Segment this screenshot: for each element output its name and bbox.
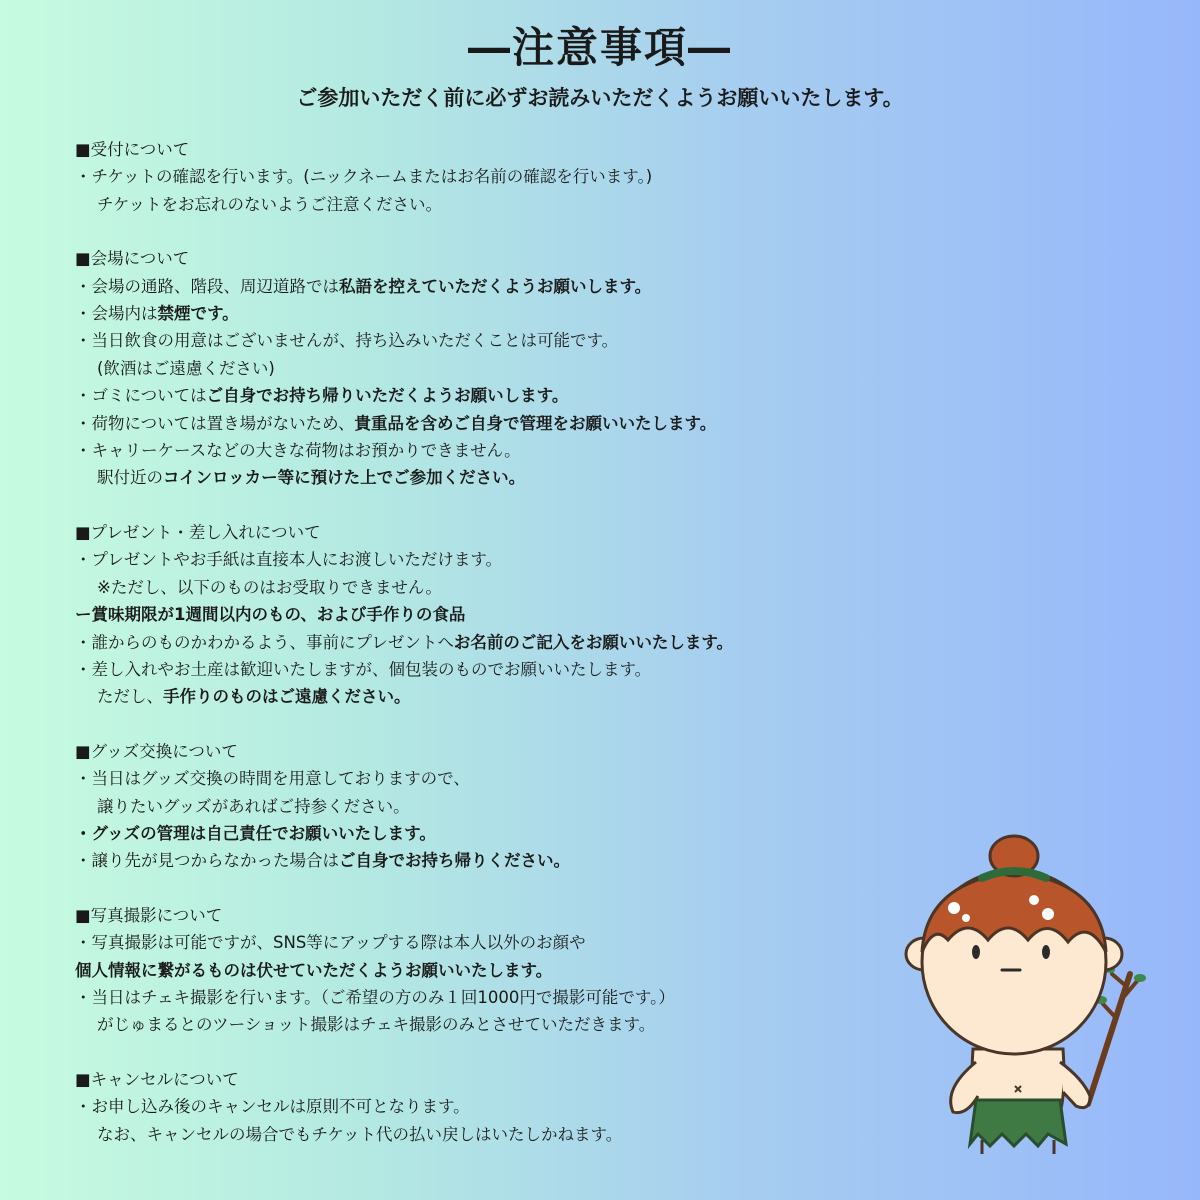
section-heading: ■写真撮影について — [75, 905, 223, 925]
emphasis-text: 貴重品を含めご自身で管理をお願いいたします。 — [354, 413, 717, 433]
notice-line — [75, 957, 915, 984]
emphasis-text: 手作りのものはご遠慮ください。 — [163, 687, 411, 707]
notice-section — [75, 1066, 915, 1148]
notice-line — [75, 163, 915, 190]
body-text: ・当日飲食の用意はございませんが、持ち込みいただくことは可能です。 — [75, 331, 619, 351]
body-text: 譲りたいグッズがあればご持参ください。 — [97, 796, 410, 816]
emphasis-text: 私語を控えていただくようお願いします。 — [339, 276, 652, 296]
notice-line — [75, 820, 915, 847]
body-text: ただし、 — [97, 687, 163, 707]
notice-line — [75, 847, 915, 874]
body-text: ・譲り先が見つからなかった場合は — [75, 851, 339, 871]
notice-line — [75, 437, 915, 464]
notice-line — [75, 1093, 915, 1120]
body-text: ・当日はグッズ交換の時間を用意しておりますので、 — [75, 769, 470, 789]
notice-line — [75, 601, 915, 628]
notice-line — [75, 464, 915, 491]
emphasis-text: ー賞味期限が1週間以内のもの、および手作りの食品 — [75, 605, 466, 625]
body-text: ※ただし、以下のものはお受取りできません。 — [97, 577, 442, 597]
notice-line — [75, 793, 915, 820]
emphasis-text: 個人情報に繋がるものは伏せていただくようお願いいたします。 — [75, 960, 553, 980]
body-text: ・キャリーケースなどの大きな荷物はお預かりできません。 — [75, 441, 521, 461]
body-text: ・会場の通路、階段、周辺道路では — [75, 276, 339, 296]
notice-section — [75, 519, 915, 711]
notice-line — [75, 984, 915, 1011]
section-heading: ■キャンセルについて — [75, 1069, 239, 1089]
notice-line — [75, 191, 915, 218]
body-text: (飲酒はご遠慮ください) — [97, 358, 275, 378]
emphasis-text: ・グッズの管理は自己責任でお願いいたします。 — [75, 823, 436, 843]
body-text: ・差し入れやお土産は歓迎いたしますが、個包装のものでお願いいたします。 — [75, 659, 652, 679]
body-text: なお、キャンセルの場合でもチケット代の払い戻しはいたしかねます。 — [97, 1124, 623, 1144]
section-heading: ■プレゼント・差し入れについて — [75, 522, 321, 542]
notice-line — [75, 765, 915, 792]
notice-line — [75, 1121, 915, 1148]
section-heading: ■会場について — [75, 249, 190, 269]
section-heading: ■グッズ交換について — [75, 741, 238, 761]
body-text: ・ゴミについては — [75, 386, 207, 406]
notice-line — [75, 410, 915, 437]
body-text: がじゅまるとのツーショット撮影はチェキ撮影のみとさせていただきます。 — [97, 1015, 656, 1035]
body-text: ・荷物については置き場がないため、 — [75, 413, 355, 433]
notice-section — [75, 136, 915, 218]
notice-line — [75, 327, 915, 354]
notice-line — [75, 629, 915, 656]
notice-line — [75, 929, 915, 956]
page-title: ―注意事項― — [467, 23, 732, 72]
body-text: チケットをお忘れのないようご注意ください。 — [97, 194, 443, 214]
body-text: ・誰からのものかわかるよう、事前にプレゼントへ — [75, 632, 454, 652]
notice-section — [75, 902, 915, 1039]
notice-line — [75, 1011, 915, 1038]
notice-line — [75, 382, 915, 409]
body-text: ・お申し込み後のキャンセルは原則不可となります。 — [75, 1097, 470, 1117]
notice-line — [75, 683, 915, 710]
body-text: ・当日はチェキ撮影を行います。（ご希望の方のみ１回1000円で撮影可能です。） — [75, 987, 675, 1007]
notice-line — [75, 273, 915, 300]
section-heading: ■受付について — [75, 140, 190, 159]
notice-section — [75, 245, 915, 492]
body-text: ・会場内は — [75, 304, 158, 324]
notice-line — [75, 574, 915, 601]
notice-content — [75, 136, 915, 1175]
page-subtitle: ご参加いただく前に必ずお読みいただくようお願いいたします。 — [296, 86, 904, 110]
notice-line — [75, 300, 915, 327]
emphasis-text: ご自身でお持ち帰りいただくようお願いします。 — [206, 386, 569, 406]
body-text: ・写真撮影は可能ですが、SNS等にアップする際は本人以外のお顔や — [75, 933, 586, 953]
notice-section — [75, 738, 915, 875]
body-text: ・チケットの確認を行います。(ニックネームまたはお名前の確認を行います。) — [75, 167, 653, 187]
emphasis-text: 禁煙です。 — [157, 304, 239, 324]
emphasis-text: ご自身でお持ち帰りください。 — [339, 851, 570, 871]
gajumaru-mascot-icon — [898, 834, 1148, 1154]
body-text: ・プレゼントやお手紙は直接本人にお渡しいただけます。 — [75, 550, 503, 570]
notice-line — [75, 355, 915, 382]
emphasis-text: コインロッカー等に預けた上でご参加ください。 — [163, 468, 526, 488]
notice-line — [75, 656, 915, 683]
notice-line — [75, 546, 915, 573]
body-text: 駅付近の — [97, 468, 163, 488]
emphasis-text: お名前のご記入をお願いいたします。 — [453, 632, 734, 652]
